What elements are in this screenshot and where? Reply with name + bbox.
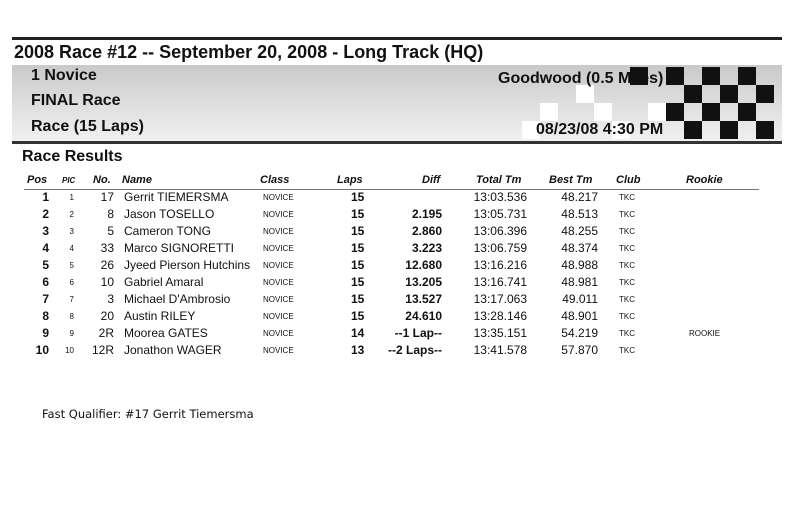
cell-laps: 15: [351, 275, 365, 289]
cell-name: Cameron TONG: [124, 224, 211, 238]
cell-total: 13:03.536: [473, 190, 527, 204]
cell-pic: 6: [69, 278, 74, 287]
race-time: 4:30 PM: [602, 121, 664, 138]
cell-club: TKC: [619, 278, 635, 287]
class-name: 1 Novice: [31, 67, 97, 84]
results-header-row: [0, 174, 800, 188]
cell-no: 8: [107, 207, 114, 221]
col-name: Name: [122, 174, 152, 186]
cell-best: 48.981: [561, 275, 598, 289]
cell-pic: 1: [69, 193, 74, 202]
cell-total: 13:05.731: [473, 207, 527, 221]
cell-name: Michael D'Ambrosio: [124, 292, 231, 306]
fast-qualifier: Fast Qualifier: #17 Gerrit Tiemersma: [42, 407, 254, 421]
cell-total: 13:17.063: [473, 292, 527, 306]
checker-square: [684, 121, 702, 139]
col-diff: Diff: [422, 174, 441, 186]
cell-laps: 14: [351, 326, 365, 340]
checker-square: [666, 103, 684, 121]
cell-total: 13:41.578: [473, 343, 527, 357]
cell-pos: 2: [42, 207, 49, 221]
cell-class: NOVICE: [263, 312, 294, 321]
table-row: [0, 326, 800, 343]
cell-name: Austin RILEY: [124, 309, 196, 323]
cell-laps: 15: [351, 241, 365, 255]
cell-pos: 5: [42, 258, 49, 272]
cell-pic: 2: [69, 210, 74, 219]
checker-square: [684, 85, 702, 103]
col-club: Club: [616, 174, 641, 186]
col-rookie: Rookie: [686, 174, 723, 186]
col-best: Best Tm: [549, 174, 593, 186]
cell-best: 57.870: [561, 343, 598, 357]
table-row: [0, 190, 800, 207]
checker-square: [738, 103, 756, 121]
cell-club: TKC: [619, 295, 635, 304]
cell-no: 2R: [98, 326, 114, 340]
race-datetime: [536, 121, 663, 139]
cell-pos: 10: [35, 343, 49, 357]
cell-name: Jason TOSELLO: [124, 207, 215, 221]
cell-class: NOVICE: [263, 346, 294, 355]
cell-club: TKC: [619, 312, 635, 321]
cell-best: 48.988: [561, 258, 598, 272]
cell-no: 17: [100, 190, 114, 204]
cell-club: TKC: [619, 244, 635, 253]
checker-square: [702, 67, 720, 85]
cell-no: 20: [100, 309, 114, 323]
cell-pos: 4: [42, 241, 49, 255]
cell-pic: 4: [69, 244, 74, 253]
cell-laps: 15: [351, 309, 365, 323]
table-row: [0, 224, 800, 241]
table-row: [0, 343, 800, 360]
checker-square: [702, 103, 720, 121]
cell-best: 48.217: [561, 190, 598, 204]
cell-total: 13:28.146: [473, 309, 527, 323]
race-laps: Race (15 Laps): [31, 118, 144, 135]
table-row: [0, 241, 800, 258]
cell-pic: 3: [69, 227, 74, 236]
cell-total: 13:16.216: [473, 258, 527, 272]
cell-laps: 15: [351, 207, 365, 221]
cell-best: 48.513: [561, 207, 598, 221]
cell-diff: --1 Lap--: [394, 326, 442, 340]
cell-name: Marco SIGNORETTI: [124, 241, 235, 255]
checker-square: [756, 121, 774, 139]
checker-square: [720, 85, 738, 103]
checker-square: [720, 121, 738, 139]
cell-class: NOVICE: [263, 227, 294, 236]
col-laps: Laps: [337, 174, 363, 186]
cell-club: TKC: [619, 193, 635, 202]
race-date: 08/23/08: [536, 121, 599, 138]
cell-class: NOVICE: [263, 210, 294, 219]
checker-square-light: [648, 103, 666, 121]
cell-class: NOVICE: [263, 244, 294, 253]
cell-class: NOVICE: [263, 278, 294, 287]
cell-diff: 13.205: [405, 275, 442, 289]
cell-diff: 2.860: [411, 224, 442, 238]
cell-class: NOVICE: [263, 329, 294, 338]
page-title: 2008 Race #12 -- September 20, 2008 - Long Track (HQ): [14, 42, 484, 62]
cell-name: Moorea GATES: [124, 326, 208, 340]
cell-class: NOVICE: [263, 193, 294, 202]
checker-square: [756, 85, 774, 103]
track-name: Goodwood (0.5 Miles): [498, 70, 664, 87]
cell-total: 13:35.151: [473, 326, 527, 340]
cell-pos: 8: [42, 309, 49, 323]
cell-pos: 1: [42, 190, 49, 204]
checker-square-light: [540, 103, 558, 121]
cell-total: 13:16.741: [473, 275, 527, 289]
cell-best: 48.374: [561, 241, 598, 255]
table-row: [0, 275, 800, 292]
cell-pic: 9: [69, 329, 74, 338]
cell-diff: 3.223: [411, 241, 442, 255]
cell-no: 10: [100, 275, 114, 289]
cell-best: 48.255: [561, 224, 598, 238]
cell-best: 49.011: [562, 292, 598, 306]
col-class: Class: [260, 174, 290, 186]
race-banner: [12, 65, 782, 144]
cell-laps: 15: [351, 224, 365, 238]
cell-best: 54.219: [561, 326, 598, 340]
cell-best: 48.901: [561, 309, 598, 323]
cell-club: TKC: [619, 261, 635, 270]
title-rule: [12, 37, 782, 40]
cell-diff: 24.610: [405, 309, 442, 323]
cell-laps: 15: [351, 258, 365, 272]
cell-no: 26: [100, 258, 114, 272]
col-no: No.: [93, 174, 111, 186]
cell-diff: 13.527: [405, 292, 442, 306]
checker-square-light: [594, 103, 612, 121]
cell-pic: 10: [65, 346, 74, 355]
table-row: [0, 292, 800, 309]
cell-pos: 6: [42, 275, 49, 289]
cell-club: TKC: [619, 329, 635, 338]
cell-class: NOVICE: [263, 261, 294, 270]
col-total: Total Tm: [476, 174, 522, 186]
cell-laps: 15: [351, 292, 365, 306]
table-row: [0, 207, 800, 224]
cell-name: Jonathon WAGER: [124, 343, 222, 357]
results-heading: Race Results: [22, 148, 123, 165]
cell-pos: 9: [42, 326, 49, 340]
cell-laps: 13: [351, 343, 365, 357]
cell-total: 13:06.759: [473, 241, 527, 255]
cell-rookie: ROOKIE: [689, 329, 721, 338]
cell-diff: 12.680: [405, 258, 442, 272]
cell-pic: 8: [69, 312, 74, 321]
cell-club: TKC: [619, 210, 635, 219]
cell-no: 12R: [91, 343, 114, 357]
cell-total: 13:06.396: [473, 224, 527, 238]
cell-club: TKC: [619, 227, 635, 236]
checker-square: [666, 67, 684, 85]
col-pic: PIC: [62, 176, 76, 185]
cell-diff: --2 Laps--: [388, 343, 442, 357]
cell-pic: 7: [69, 295, 74, 304]
cell-no: 33: [100, 241, 114, 255]
cell-name: Gerrit TIEMERSMA: [124, 190, 229, 204]
race-type: FINAL Race: [31, 92, 121, 109]
cell-no: 5: [107, 224, 114, 238]
cell-club: TKC: [619, 346, 635, 355]
cell-class: NOVICE: [263, 295, 294, 304]
cell-pic: 5: [69, 261, 74, 270]
cell-name: Jyeed Pierson Hutchins: [124, 258, 251, 272]
cell-name: Gabriel Amaral: [124, 275, 204, 289]
table-row: [0, 309, 800, 326]
checker-square: [738, 67, 756, 85]
cell-pos: 3: [42, 224, 49, 238]
cell-laps: 15: [351, 190, 365, 204]
cell-diff: 2.195: [411, 207, 442, 221]
col-pos: Pos: [27, 174, 48, 186]
cell-no: 3: [107, 292, 114, 306]
table-row: [0, 258, 800, 275]
cell-pos: 7: [42, 292, 49, 306]
